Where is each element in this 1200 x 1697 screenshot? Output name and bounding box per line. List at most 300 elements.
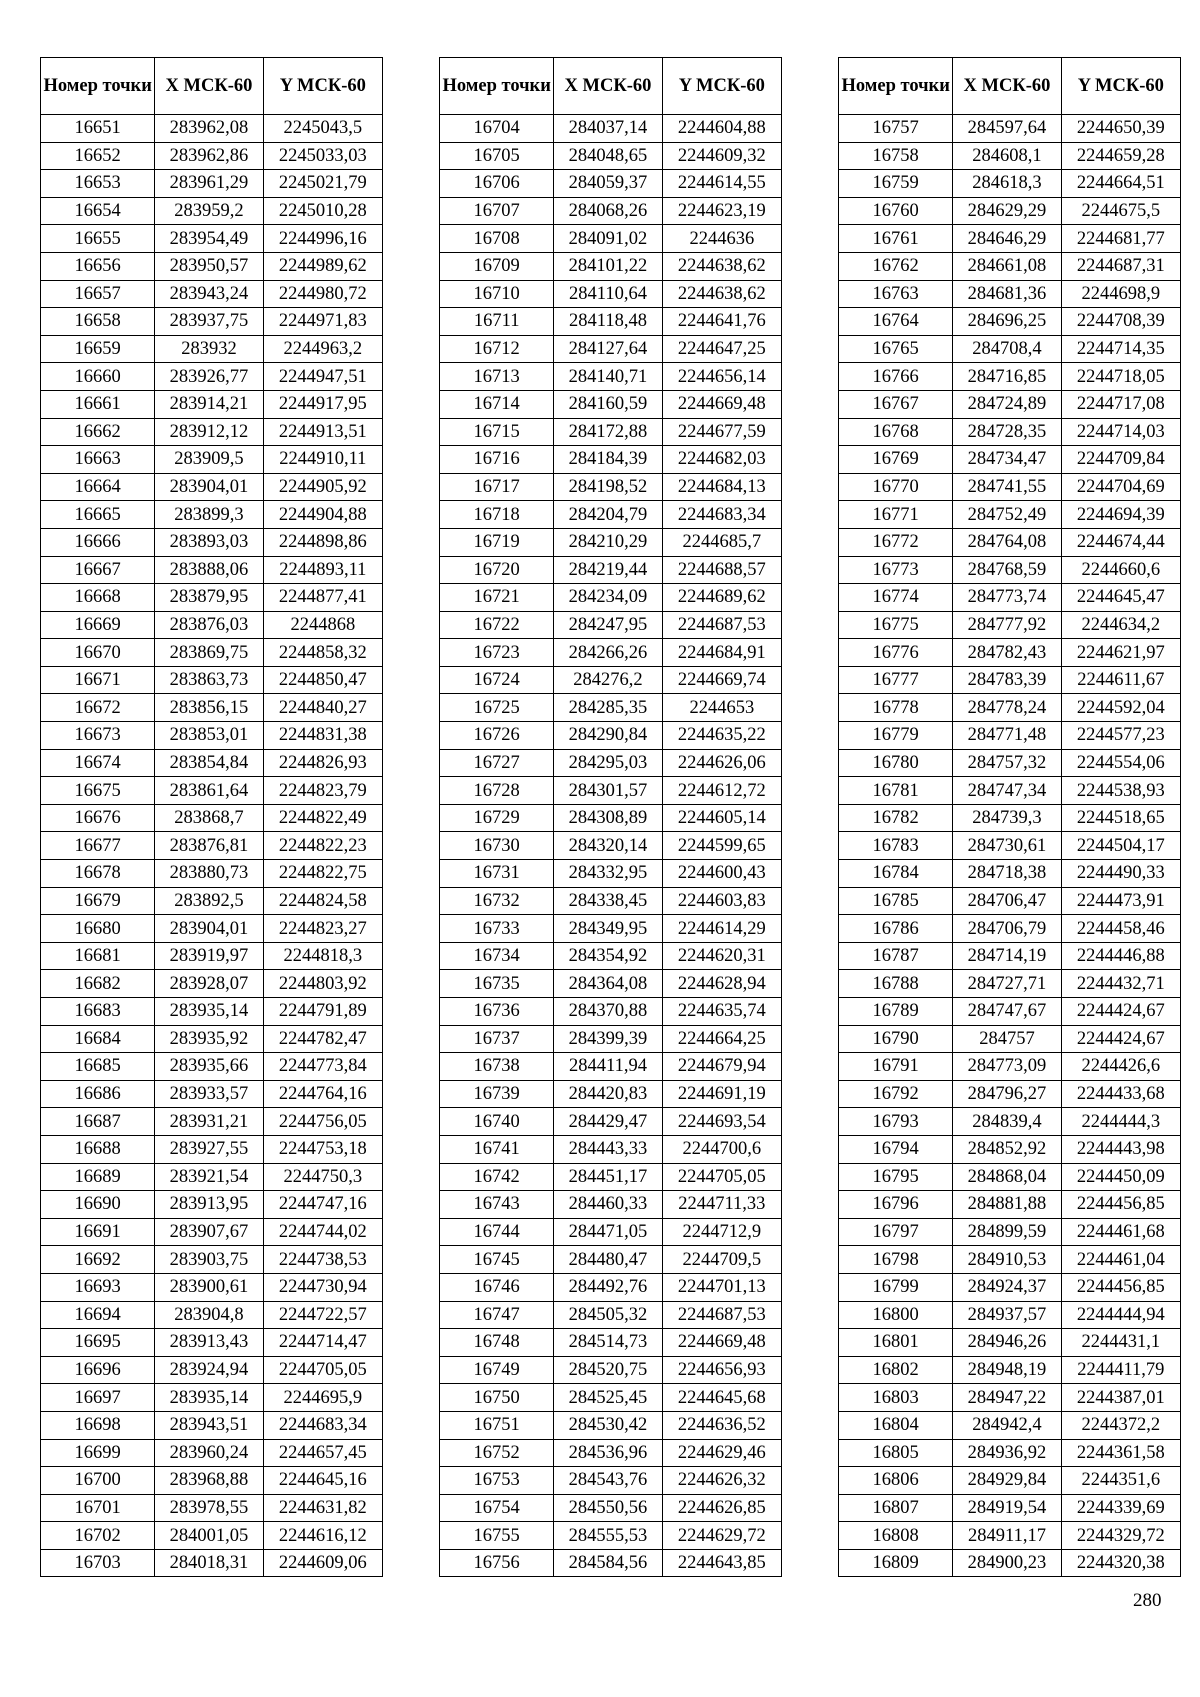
x-coordinate-cell: 284783,39	[953, 666, 1061, 694]
table-row	[839, 280, 1181, 308]
table-row	[839, 860, 1181, 888]
table-row	[839, 1356, 1181, 1384]
y-coordinate-cell: 2244711,33	[662, 1191, 781, 1219]
point-number-cell: 16788	[839, 970, 953, 998]
point-number-cell: 16776	[839, 639, 953, 667]
point-number-cell: 16806	[839, 1467, 953, 1495]
table-row	[440, 1467, 782, 1495]
point-number-cell: 16733	[440, 915, 554, 943]
point-number-cell: 16651	[41, 115, 155, 143]
point-number-cell: 16662	[41, 418, 155, 446]
x-coordinate-cell: 283962,08	[155, 115, 263, 143]
point-number-cell: 16786	[839, 915, 953, 943]
table-row	[839, 225, 1181, 253]
y-coordinate-cell: 2244387,01	[1061, 1384, 1180, 1412]
x-coordinate-cell: 283954,49	[155, 225, 263, 253]
y-coordinate-cell: 2244708,39	[1061, 308, 1180, 336]
y-coordinate-cell: 2244714,47	[263, 1329, 382, 1357]
point-number-cell: 16771	[839, 501, 953, 529]
y-coordinate-cell: 2244443,98	[1061, 1135, 1180, 1163]
point-number-cell: 16773	[839, 556, 953, 584]
x-coordinate-cell: 284118,48	[554, 308, 662, 336]
point-number-cell: 16779	[839, 722, 953, 750]
x-coordinate-cell: 284584,56	[554, 1549, 662, 1577]
x-coordinate-cell: 284550,56	[554, 1494, 662, 1522]
table-row	[440, 666, 782, 694]
y-coordinate-cell: 2244538,93	[1061, 777, 1180, 805]
y-coordinate-cell: 2244444,3	[1061, 1108, 1180, 1136]
table-row	[440, 115, 782, 143]
point-number-cell: 16799	[839, 1273, 953, 1301]
point-number-cell: 16701	[41, 1494, 155, 1522]
x-coordinate-cell: 284782,43	[953, 639, 1061, 667]
table-row	[839, 1191, 1181, 1219]
x-coordinate-cell: 284420,83	[554, 1080, 662, 1108]
point-number-cell: 16712	[440, 335, 554, 363]
table-row	[440, 1549, 782, 1577]
table-row	[41, 749, 383, 777]
x-coordinate-cell: 284773,09	[953, 1053, 1061, 1081]
table-row	[839, 170, 1181, 198]
table-row	[41, 556, 383, 584]
table-row	[41, 694, 383, 722]
y-coordinate-cell: 2244320,38	[1061, 1549, 1180, 1577]
x-coordinate-cell: 284354,92	[554, 942, 662, 970]
x-coordinate-cell: 283935,66	[155, 1053, 263, 1081]
y-coordinate-cell: 2244840,27	[263, 694, 382, 722]
x-coordinate-cell: 283962,86	[155, 142, 263, 170]
table-row	[440, 1191, 782, 1219]
point-number-cell: 16702	[41, 1522, 155, 1550]
point-number-cell: 16790	[839, 1025, 953, 1053]
table-row	[41, 887, 383, 915]
y-coordinate-cell: 2244674,44	[1061, 528, 1180, 556]
point-number-cell: 16655	[41, 225, 155, 253]
x-coordinate-cell: 284492,76	[554, 1273, 662, 1301]
x-coordinate-cell: 284127,64	[554, 335, 662, 363]
table-row	[41, 1356, 383, 1384]
point-number-cell: 16724	[440, 666, 554, 694]
header-y-msk60: Y МСК-60	[662, 58, 781, 115]
table-row	[41, 418, 383, 446]
x-coordinate-cell: 283869,75	[155, 639, 263, 667]
point-number-cell: 16658	[41, 308, 155, 336]
x-coordinate-cell: 284059,37	[554, 170, 662, 198]
table-row	[41, 1246, 383, 1274]
table-row	[440, 584, 782, 612]
table-row	[41, 528, 383, 556]
table-row	[839, 446, 1181, 474]
point-number-cell: 16717	[440, 473, 554, 501]
point-number-cell: 16722	[440, 611, 554, 639]
point-number-cell: 16759	[839, 170, 953, 198]
x-coordinate-cell: 284480,47	[554, 1246, 662, 1274]
y-coordinate-cell: 2244458,46	[1061, 915, 1180, 943]
y-coordinate-cell: 2244669,48	[662, 1329, 781, 1357]
x-coordinate-cell: 283932	[155, 335, 263, 363]
table-row	[41, 1025, 383, 1053]
x-coordinate-cell: 284618,3	[953, 170, 1061, 198]
table-row	[839, 142, 1181, 170]
point-number-cell: 16709	[440, 252, 554, 280]
table-row	[839, 915, 1181, 943]
x-coordinate-cell: 284696,25	[953, 308, 1061, 336]
table-row	[839, 1301, 1181, 1329]
x-coordinate-cell: 284936,92	[953, 1439, 1061, 1467]
y-coordinate-cell: 2244822,49	[263, 804, 382, 832]
table-row	[440, 280, 782, 308]
table-row	[41, 1273, 383, 1301]
y-coordinate-cell: 2244700,6	[662, 1135, 781, 1163]
y-coordinate-cell: 2244631,82	[263, 1494, 382, 1522]
point-number-cell: 16747	[440, 1301, 554, 1329]
x-coordinate-cell: 284543,76	[554, 1467, 662, 1495]
x-coordinate-cell: 284608,1	[953, 142, 1061, 170]
table-row	[440, 1218, 782, 1246]
x-coordinate-cell: 284771,48	[953, 722, 1061, 750]
point-number-cell: 16678	[41, 860, 155, 888]
y-coordinate-cell: 2244446,88	[1061, 942, 1180, 970]
point-number-cell: 16761	[839, 225, 953, 253]
y-coordinate-cell: 2244717,08	[1061, 390, 1180, 418]
point-number-cell: 16664	[41, 473, 155, 501]
y-coordinate-cell: 2244858,32	[263, 639, 382, 667]
point-number-cell: 16680	[41, 915, 155, 943]
x-coordinate-cell: 284852,92	[953, 1135, 1061, 1163]
point-number-cell: 16797	[839, 1218, 953, 1246]
point-number-cell: 16689	[41, 1163, 155, 1191]
x-coordinate-cell: 284266,26	[554, 639, 662, 667]
x-coordinate-cell: 284868,04	[953, 1163, 1061, 1191]
x-coordinate-cell: 283907,67	[155, 1218, 263, 1246]
table-row	[839, 1080, 1181, 1108]
y-coordinate-cell: 2244656,14	[662, 363, 781, 391]
x-coordinate-cell: 284910,53	[953, 1246, 1061, 1274]
table-row	[440, 749, 782, 777]
table-row	[41, 1163, 383, 1191]
x-coordinate-cell: 284947,22	[953, 1384, 1061, 1412]
x-coordinate-cell: 283978,55	[155, 1494, 263, 1522]
point-number-cell: 16793	[839, 1108, 953, 1136]
y-coordinate-cell: 2244698,9	[1061, 280, 1180, 308]
y-coordinate-cell: 2244621,97	[1061, 639, 1180, 667]
table-row	[440, 860, 782, 888]
x-coordinate-cell: 284198,52	[554, 473, 662, 501]
x-coordinate-cell: 284370,88	[554, 998, 662, 1026]
y-coordinate-cell: 2244623,19	[662, 197, 781, 225]
table-row	[41, 252, 383, 280]
point-number-cell: 16677	[41, 832, 155, 860]
table-row	[41, 860, 383, 888]
y-coordinate-cell: 2244712,9	[662, 1218, 781, 1246]
point-number-cell: 16673	[41, 722, 155, 750]
point-number-cell: 16754	[440, 1494, 554, 1522]
table-row	[440, 832, 782, 860]
table-row	[839, 942, 1181, 970]
y-coordinate-cell: 2244634,2	[1061, 611, 1180, 639]
table-row	[440, 887, 782, 915]
y-coordinate-cell: 2244629,46	[662, 1439, 781, 1467]
y-coordinate-cell: 2244504,17	[1061, 832, 1180, 860]
y-coordinate-cell: 2244823,27	[263, 915, 382, 943]
y-coordinate-cell: 2244971,83	[263, 308, 382, 336]
y-coordinate-cell: 2244782,47	[263, 1025, 382, 1053]
y-coordinate-cell: 2244687,53	[662, 1301, 781, 1329]
y-coordinate-cell: 2244695,9	[263, 1384, 382, 1412]
table-row	[839, 1329, 1181, 1357]
y-coordinate-cell: 2244612,72	[662, 777, 781, 805]
point-number-cell: 16726	[440, 722, 554, 750]
x-coordinate-cell: 283913,95	[155, 1191, 263, 1219]
x-coordinate-cell: 283912,12	[155, 418, 263, 446]
y-coordinate-cell: 2244518,65	[1061, 804, 1180, 832]
table-row	[41, 142, 383, 170]
table-row	[41, 363, 383, 391]
point-number-cell: 16762	[839, 252, 953, 280]
table-row	[41, 970, 383, 998]
x-coordinate-cell: 284919,54	[953, 1494, 1061, 1522]
y-coordinate-cell: 2244444,94	[1061, 1301, 1180, 1329]
table-row	[440, 722, 782, 750]
table-row	[440, 363, 782, 391]
point-number-cell: 16686	[41, 1080, 155, 1108]
point-number-cell: 16748	[440, 1329, 554, 1357]
x-coordinate-cell: 284708,4	[953, 335, 1061, 363]
point-number-cell: 16783	[839, 832, 953, 860]
point-number-cell: 16765	[839, 335, 953, 363]
x-coordinate-cell: 283933,57	[155, 1080, 263, 1108]
x-coordinate-cell: 283943,24	[155, 280, 263, 308]
table-row	[41, 1549, 383, 1577]
table-row	[839, 777, 1181, 805]
point-number-cell: 16758	[839, 142, 953, 170]
point-number-cell: 16670	[41, 639, 155, 667]
table-row	[41, 832, 383, 860]
table-row	[839, 1494, 1181, 1522]
y-coordinate-cell: 2244682,03	[662, 446, 781, 474]
table-row	[41, 1108, 383, 1136]
header-y-msk60: Y МСК-60	[263, 58, 382, 115]
table-row	[440, 694, 782, 722]
y-coordinate-cell: 2244641,76	[662, 308, 781, 336]
point-number-cell: 16785	[839, 887, 953, 915]
table-row	[839, 335, 1181, 363]
x-coordinate-cell: 284429,47	[554, 1108, 662, 1136]
y-coordinate-cell: 2244963,2	[263, 335, 382, 363]
x-coordinate-cell: 283935,14	[155, 998, 263, 1026]
x-coordinate-cell: 284276,2	[554, 666, 662, 694]
table-row	[440, 1494, 782, 1522]
x-coordinate-cell: 284718,38	[953, 860, 1061, 888]
table-row	[440, 528, 782, 556]
x-coordinate-cell: 284451,17	[554, 1163, 662, 1191]
x-coordinate-cell: 284234,09	[554, 584, 662, 612]
y-coordinate-cell: 2244629,72	[662, 1522, 781, 1550]
table-row	[440, 1522, 782, 1550]
table-row	[839, 1053, 1181, 1081]
x-coordinate-cell: 284796,27	[953, 1080, 1061, 1108]
table-row	[839, 1246, 1181, 1274]
point-number-cell: 16723	[440, 639, 554, 667]
point-number-cell: 16692	[41, 1246, 155, 1274]
point-number-cell: 16743	[440, 1191, 554, 1219]
table-row	[839, 1439, 1181, 1467]
point-number-cell: 16738	[440, 1053, 554, 1081]
y-coordinate-cell: 2244645,16	[263, 1467, 382, 1495]
point-number-cell: 16752	[440, 1439, 554, 1467]
point-number-cell: 16698	[41, 1411, 155, 1439]
table-row	[839, 1108, 1181, 1136]
y-coordinate-cell: 2244689,62	[662, 584, 781, 612]
x-coordinate-cell: 283909,5	[155, 446, 263, 474]
x-coordinate-cell: 283904,01	[155, 915, 263, 943]
x-coordinate-cell: 284338,45	[554, 887, 662, 915]
point-number-cell: 16660	[41, 363, 155, 391]
y-coordinate-cell: 2244694,39	[1061, 501, 1180, 529]
x-coordinate-cell: 283853,01	[155, 722, 263, 750]
table-row	[41, 611, 383, 639]
x-coordinate-cell: 284332,95	[554, 860, 662, 888]
x-coordinate-cell: 283959,2	[155, 197, 263, 225]
y-coordinate-cell: 2244688,57	[662, 556, 781, 584]
x-coordinate-cell: 284140,71	[554, 363, 662, 391]
y-coordinate-cell: 2244709,84	[1061, 446, 1180, 474]
x-coordinate-cell: 283868,7	[155, 804, 263, 832]
x-coordinate-cell: 284929,84	[953, 1467, 1061, 1495]
point-number-cell: 16792	[839, 1080, 953, 1108]
y-coordinate-cell: 2244773,84	[263, 1053, 382, 1081]
y-coordinate-cell: 2244611,67	[1061, 666, 1180, 694]
y-coordinate-cell: 2244645,68	[662, 1384, 781, 1412]
x-coordinate-cell: 283935,14	[155, 1384, 263, 1412]
point-number-cell: 16727	[440, 749, 554, 777]
point-number-cell: 16705	[440, 142, 554, 170]
y-coordinate-cell: 2244604,88	[662, 115, 781, 143]
header-x-msk60: X МСК-60	[155, 58, 263, 115]
point-number-cell: 16808	[839, 1522, 953, 1550]
table-row	[839, 115, 1181, 143]
point-number-cell: 16706	[440, 170, 554, 198]
table-row	[440, 998, 782, 1026]
table-row	[839, 1384, 1181, 1412]
y-coordinate-cell: 2244750,3	[263, 1163, 382, 1191]
point-number-cell: 16800	[839, 1301, 953, 1329]
point-number-cell: 16746	[440, 1273, 554, 1301]
y-coordinate-cell: 2244685,7	[662, 528, 781, 556]
point-number-cell: 16725	[440, 694, 554, 722]
point-number-cell: 16700	[41, 1467, 155, 1495]
x-coordinate-cell: 283904,8	[155, 1301, 263, 1329]
y-coordinate-cell: 2244913,51	[263, 418, 382, 446]
table-row	[839, 1522, 1181, 1550]
table-row	[440, 446, 782, 474]
table-body	[440, 115, 782, 1577]
y-coordinate-cell: 2244628,94	[662, 970, 781, 998]
point-number-cell: 16795	[839, 1163, 953, 1191]
y-coordinate-cell: 2244456,85	[1061, 1273, 1180, 1301]
point-number-cell: 16654	[41, 197, 155, 225]
x-coordinate-cell: 284530,42	[554, 1411, 662, 1439]
y-coordinate-cell: 2244626,85	[662, 1494, 781, 1522]
y-coordinate-cell: 2244868	[263, 611, 382, 639]
point-number-cell: 16728	[440, 777, 554, 805]
x-coordinate-cell: 284714,19	[953, 942, 1061, 970]
point-number-cell: 16809	[839, 1549, 953, 1577]
x-coordinate-cell: 283904,01	[155, 473, 263, 501]
table-row	[440, 942, 782, 970]
table-row	[440, 1356, 782, 1384]
table-row	[839, 1218, 1181, 1246]
x-coordinate-cell: 283913,43	[155, 1329, 263, 1357]
table-row	[839, 308, 1181, 336]
x-coordinate-cell: 284068,26	[554, 197, 662, 225]
header-x-msk60: X МСК-60	[554, 58, 662, 115]
table-row	[41, 1329, 383, 1357]
table-row	[440, 1301, 782, 1329]
x-coordinate-cell: 284757,32	[953, 749, 1061, 777]
y-coordinate-cell: 2244656,93	[662, 1356, 781, 1384]
x-coordinate-cell: 284204,79	[554, 501, 662, 529]
x-coordinate-cell: 284308,89	[554, 804, 662, 832]
x-coordinate-cell: 284728,35	[953, 418, 1061, 446]
point-number-cell: 16653	[41, 170, 155, 198]
point-number-cell: 16807	[839, 1494, 953, 1522]
x-coordinate-cell: 284948,19	[953, 1356, 1061, 1384]
y-coordinate-cell: 2244722,57	[263, 1301, 382, 1329]
point-number-cell: 16656	[41, 252, 155, 280]
point-number-cell: 16775	[839, 611, 953, 639]
x-coordinate-cell: 284706,79	[953, 915, 1061, 943]
point-number-cell: 16791	[839, 1053, 953, 1081]
table-row	[41, 915, 383, 943]
point-number-cell: 16657	[41, 280, 155, 308]
point-number-cell: 16763	[839, 280, 953, 308]
point-number-cell: 16684	[41, 1025, 155, 1053]
y-coordinate-cell: 2244747,16	[263, 1191, 382, 1219]
x-coordinate-cell: 283935,92	[155, 1025, 263, 1053]
point-number-cell: 16697	[41, 1384, 155, 1412]
table-row	[440, 390, 782, 418]
point-number-cell: 16671	[41, 666, 155, 694]
x-coordinate-cell: 284899,59	[953, 1218, 1061, 1246]
x-coordinate-cell: 284172,88	[554, 418, 662, 446]
point-number-cell: 16652	[41, 142, 155, 170]
y-coordinate-cell: 2244791,89	[263, 998, 382, 1026]
y-coordinate-cell: 2244424,67	[1061, 1025, 1180, 1053]
point-number-cell: 16683	[41, 998, 155, 1026]
point-number-cell: 16772	[839, 528, 953, 556]
table-row	[839, 1135, 1181, 1163]
x-coordinate-cell: 284739,3	[953, 804, 1061, 832]
point-number-cell: 16803	[839, 1384, 953, 1412]
x-coordinate-cell: 283856,15	[155, 694, 263, 722]
point-number-cell: 16688	[41, 1135, 155, 1163]
x-coordinate-cell: 283876,81	[155, 832, 263, 860]
x-coordinate-cell: 284018,31	[155, 1549, 263, 1577]
point-number-cell: 16745	[440, 1246, 554, 1274]
point-number-cell: 16699	[41, 1439, 155, 1467]
x-coordinate-cell: 283919,97	[155, 942, 263, 970]
x-coordinate-cell: 284911,17	[953, 1522, 1061, 1550]
y-coordinate-cell: 2244705,05	[263, 1356, 382, 1384]
table-row	[41, 1439, 383, 1467]
table-row	[440, 1163, 782, 1191]
table-row	[41, 1301, 383, 1329]
table-row	[839, 390, 1181, 418]
x-coordinate-cell: 284411,94	[554, 1053, 662, 1081]
x-coordinate-cell: 284210,29	[554, 528, 662, 556]
table-row	[41, 1467, 383, 1495]
